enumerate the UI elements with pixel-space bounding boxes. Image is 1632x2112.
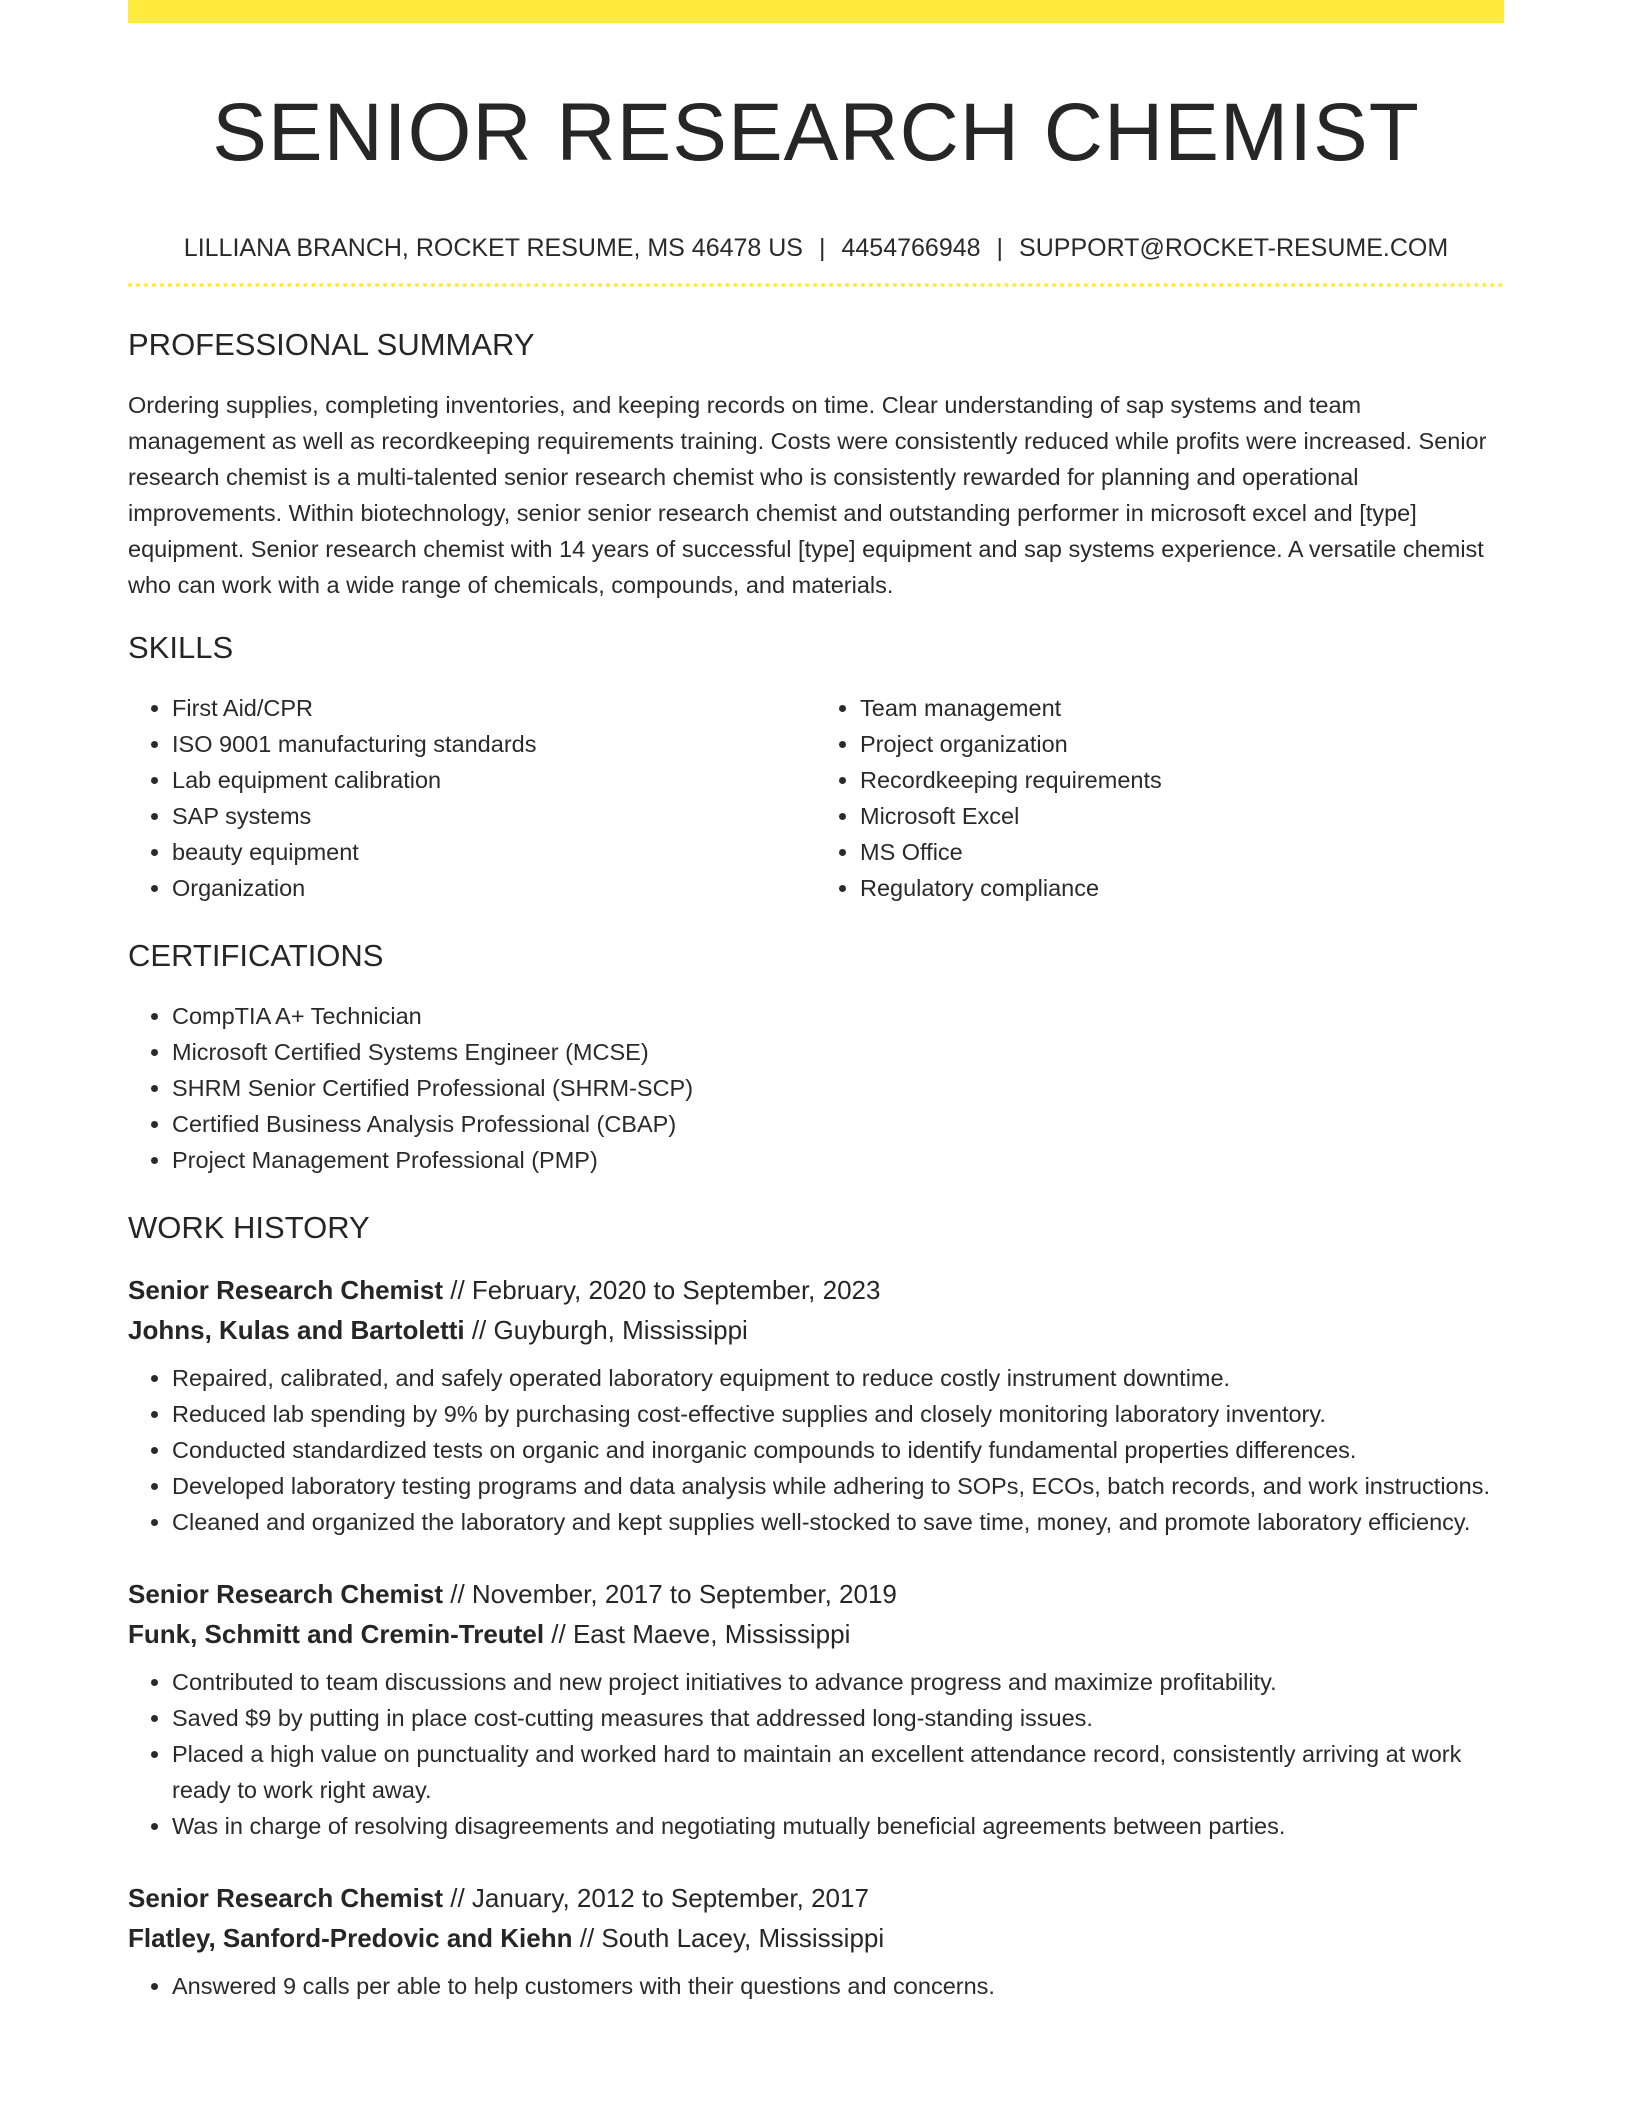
job-bullet: • Reduced lab spending by 9% by purchasing cost-effective supplies and closely monitoring laboratory inventory.: [172, 1396, 1504, 1432]
job-dates: // January, 2012 to September, 2017: [443, 1883, 869, 1913]
job-bullet: • Answered 9 calls per able to help customers with their questions and concerns.: [172, 1968, 1504, 2004]
job-title: Senior Research Chemist: [128, 1883, 444, 1913]
skill-item: • Team management: [860, 690, 1504, 726]
summary-text: Ordering supplies, completing inventories, and keeping records on time. Clear understanding of sap systems and team management as well as recordkeeping requirements training. Costs were consistently reduced while profits were increased. Senior research chemist is a multi-talented senior research chemist who is consistently rewarded for planning and operational improvements. Within biotechnology, senior senior research chemist and outstanding performer in microsoft excel and [type] equipment. Senior research chemist with 14 years of successful [type] equipment and sap systems experience. A versatile chemist who can work with a wide range of chemicals, compounds, and materials.: [128, 392, 1487, 598]
top-accent-bar: [128, 0, 1504, 23]
job-bullet: • Repaired, calibrated, and safely operated laboratory equipment to reduce costly instrument downtime.: [172, 1360, 1504, 1396]
contact-phone: 4454766948: [841, 234, 981, 262]
skills-heading: SKILLS: [128, 630, 234, 665]
job-bullets: [128, 1968, 1504, 2004]
skill-item: • Project organization: [860, 726, 1504, 762]
job-title-line: [128, 1878, 1504, 1918]
contact-address: LILLIANA BRANCH, ROCKET RESUME, MS 46478 US: [183, 234, 803, 262]
skill-item: • First Aid/CPR: [172, 690, 816, 726]
job-bullet: • Cleaned and organized the laboratory and kept supplies well-stocked to save time, money, and promote laboratory efficiency.: [172, 1504, 1504, 1540]
job-dates: // November, 2017 to September, 2019: [443, 1579, 897, 1609]
job-bullet: • Conducted standardized tests on organic and inorganic compounds to identify fundamental properties differences.: [172, 1432, 1504, 1468]
contact-line: [128, 231, 1504, 265]
job-entry: [128, 1270, 1504, 1540]
job-location: // South Lacey, Mississippi: [572, 1923, 885, 1953]
job-location: // Guyburgh, Mississippi: [464, 1315, 748, 1345]
job-bullet: • Developed laboratory testing programs and data analysis while adhering to SOPs, ECOs, batch records, and work instructions.: [172, 1468, 1504, 1504]
job-bullet: • Placed a high value on punctuality and worked hard to maintain an excellent attendance record, consistently arriving at work ready to work right away.: [172, 1736, 1504, 1808]
job-company-line: [128, 1310, 1504, 1350]
skill-item: • MS Office: [860, 834, 1504, 870]
job-company: Flatley, Sanford-Predovic and Kiehn: [128, 1923, 573, 1953]
skills-columns: [128, 690, 1504, 906]
certification-item: • SHRM Senior Certified Professional (SHRM-SCP): [172, 1070, 1504, 1106]
certifications-list: [128, 998, 1504, 1178]
dotted-divider: [128, 283, 1504, 287]
job-entry: [128, 1574, 1504, 1844]
certifications-heading: CERTIFICATIONS: [128, 938, 384, 973]
skills-list-left: [128, 690, 816, 906]
job-company-line: [128, 1614, 1504, 1654]
job-bullet: • Was in charge of resolving disagreements and negotiating mutually beneficial agreements between parties.: [172, 1808, 1504, 1844]
certification-item: • CompTIA A+ Technician: [172, 998, 1504, 1034]
certification-item: • Microsoft Certified Systems Engineer (MCSE): [172, 1034, 1504, 1070]
summary-heading: PROFESSIONAL SUMMARY: [128, 327, 535, 362]
job-title-line: [128, 1574, 1504, 1614]
job-bullet: • Contributed to team discussions and new project initiatives to advance progress and maximize profitability.: [172, 1664, 1504, 1700]
skill-item: • Lab equipment calibration: [172, 762, 816, 798]
skill-item: • SAP systems: [172, 798, 816, 834]
skill-item: • Organization: [172, 870, 816, 906]
job-company: Johns, Kulas and Bartoletti: [128, 1315, 465, 1345]
job-entry: [128, 1878, 1504, 2004]
certification-item: • Project Management Professional (PMP): [172, 1142, 1504, 1178]
work-history-heading: WORK HISTORY: [128, 1210, 370, 1245]
skill-item: • Regulatory compliance: [860, 870, 1504, 906]
job-dates: // February, 2020 to September, 2023: [443, 1275, 881, 1305]
job-location: // East Maeve, Mississippi: [544, 1619, 851, 1649]
job-bullet: • Saved $9 by putting in place cost-cutting measures that addressed long-standing issues.: [172, 1700, 1504, 1736]
contact-separator: |: [819, 234, 826, 262]
skill-item: • beauty equipment: [172, 834, 816, 870]
job-bullets: [128, 1360, 1504, 1540]
resume-page: [128, 0, 1504, 2004]
page-title: SENIOR RESEARCH CHEMIST: [212, 87, 1420, 178]
skills-list-right: [816, 690, 1504, 906]
job-title: Senior Research Chemist: [128, 1275, 444, 1305]
contact-email[interactable]: SUPPORT@ROCKET-RESUME.COM: [1019, 234, 1449, 262]
job-company-line: [128, 1918, 1504, 1958]
skill-item: • Microsoft Excel: [860, 798, 1504, 834]
job-bullets: [128, 1664, 1504, 1844]
skill-item: • Recordkeeping requirements: [860, 762, 1504, 798]
job-title: Senior Research Chemist: [128, 1579, 444, 1609]
skill-item: • ISO 9001 manufacturing standards: [172, 726, 816, 762]
job-company: Funk, Schmitt and Cremin-Treutel: [128, 1619, 545, 1649]
contact-separator: |: [996, 234, 1004, 262]
certification-item: • Certified Business Analysis Professional (CBAP): [172, 1106, 1504, 1142]
job-title-line: [128, 1270, 1504, 1310]
